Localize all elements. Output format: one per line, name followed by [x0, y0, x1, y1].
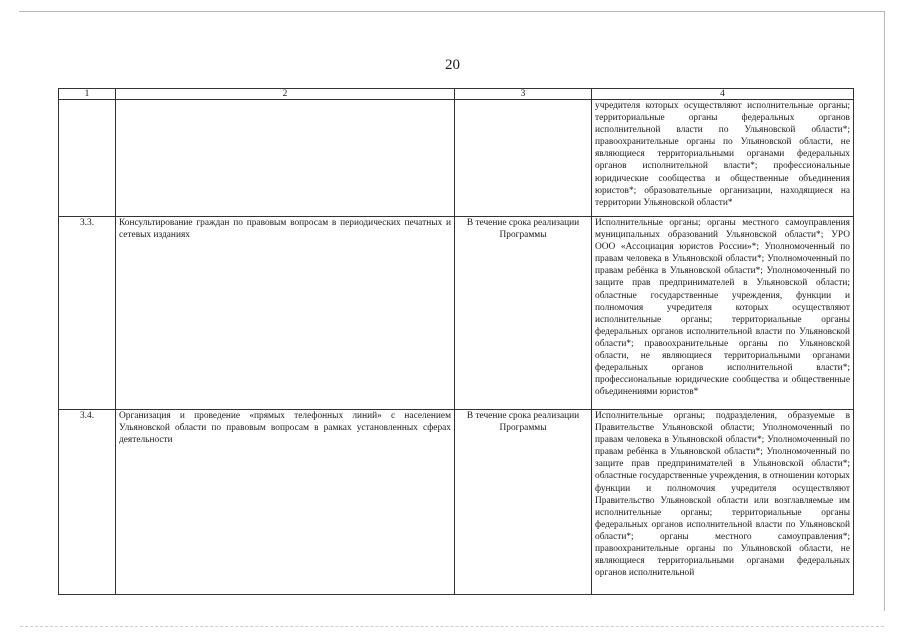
- table-row: [59, 217, 854, 410]
- row-executors: учредителя которых осуществляют исполнительные органы; территориальные органы федеральных органов исполнительной власти по Ульяновской области*; правоохранительные органы по Ульяновской области, не являющиеся территориальными органами федеральных органов исполнительной власти*; профессиональные юридические сообщества и общественные объединения юристов*; образовательные организации, находящиеся на территории Ульяновской области*: [592, 100, 854, 217]
- column-header-4: 4: [592, 89, 854, 100]
- scan-edge-noise: [20, 626, 884, 627]
- row-activity: Консультирование граждан по правовым вопросам в периодических печатных и сетевых изданиях: [116, 217, 455, 410]
- row-term: В течение срока реализации Программы: [455, 217, 592, 410]
- column-header-2: 2: [116, 89, 455, 100]
- table-header-row: [59, 89, 854, 100]
- row-activity: Организация и проведение «прямых телефонных линий» с населением Ульяновской области по правовым вопросам в рамках установленных сферах деятельности: [116, 410, 455, 595]
- row-activity: [116, 100, 455, 217]
- row-term: [455, 100, 592, 217]
- row-term: В течение срока реализации Программы: [455, 410, 592, 595]
- row-number: 3.3.: [59, 217, 116, 410]
- row-number: 3.4.: [59, 410, 116, 595]
- row-executors: Исполнительные органы; подразделения, образуемые в Правительстве Ульяновской области; Уполномоченный по правам человека в Ульяновской области*; Уполномоченный по правам ребёнка в Ульяновской области*; Уполномоченный по защите прав предпринимателей в Ульяновской области*; областные государственные учреждения, в отношении которых функции и полномочия учредителя осуществляют Правительство Ульяновской области или возглавляемые им исполнительные органы; территориальные органы федеральных органов исполнительной власти по Ульяновской области*; органы местного самоуправления*; правоохранительные органы по Ульяновской области, не являющиеся территориальными органами федеральных органов исполнительной: [592, 410, 854, 595]
- row-number: [59, 100, 116, 217]
- table-row: [59, 410, 854, 595]
- program-table: [58, 88, 854, 595]
- column-header-1: 1: [59, 89, 116, 100]
- page-number: 20: [445, 57, 460, 73]
- row-executors: Исполнительные органы; органы местного самоуправления муниципальных образований Ульяновской области*; УРО ООО «Ассоциация юристов России»*; Уполномоченный по правам человека в Ульяновской области*; Уполномоченный по правам ребёнка в Ульяновской области*; Уполномоченный по защите прав предпринимателей в Ульяновской области; областные государственные учреждения, функции и полномочия учредителя которых осуществляют исполнительные органы; территориальные органы федеральных органов исполнительной власти по Ульяновской области*; правоохранительные органы по Ульяновской области, не являющиеся территориальными органами федеральных органов исполнительной власти*; профессиональные юридические сообщества и общественные объединениями юристов*: [592, 217, 854, 410]
- column-header-3: 3: [455, 89, 592, 100]
- table-row: [59, 100, 854, 217]
